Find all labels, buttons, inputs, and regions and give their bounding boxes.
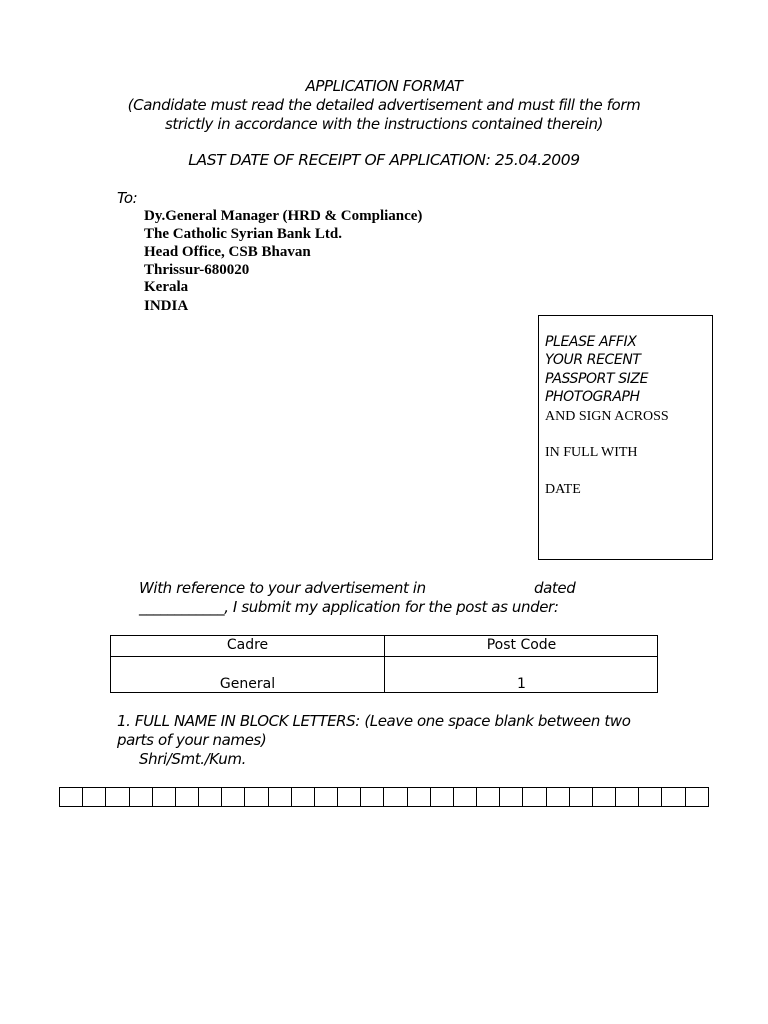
name-letter-box[interactable] xyxy=(408,788,431,806)
question-1-label: 1. FULL NAME IN BLOCK LETTERS: (Leave one space blank between two xyxy=(117,712,631,730)
salutation-label: Shri/Smt./Kum. xyxy=(139,750,246,768)
name-letter-box[interactable] xyxy=(153,788,176,806)
post-code-value: 1 xyxy=(517,676,526,692)
reference-text: With reference to your advertisement in xyxy=(139,579,426,597)
to-label: To: xyxy=(117,189,138,207)
name-letter-box[interactable] xyxy=(593,788,616,806)
name-letter-box[interactable] xyxy=(431,788,454,806)
address-line: INDIA xyxy=(144,298,189,314)
name-letter-box[interactable] xyxy=(547,788,570,806)
column-header-cadre: Cadre xyxy=(226,637,269,653)
name-letter-box[interactable] xyxy=(83,788,106,806)
form-title: APPLICATION FORMAT xyxy=(305,77,463,95)
address-line: The Catholic Syrian Bank Ltd. xyxy=(144,226,342,242)
name-letter-box[interactable] xyxy=(639,788,662,806)
name-letter-box[interactable] xyxy=(130,788,153,806)
name-letter-box[interactable] xyxy=(616,788,639,806)
photo-instruction: PLEASE AFFIX xyxy=(545,334,637,350)
reference-text-line-2: ____________, I submit my application for the post as under: xyxy=(139,598,559,616)
name-letter-box[interactable] xyxy=(361,788,384,806)
name-letter-box[interactable] xyxy=(199,788,222,806)
instructions-line-2: strictly in accordance with the instructions contained therein) xyxy=(164,115,604,133)
photo-instruction: AND SIGN ACROSS xyxy=(545,409,669,424)
photo-instruction: IN FULL WITH xyxy=(545,445,638,460)
instructions-line-1: (Candidate must read the detailed advertisement and must fill the form xyxy=(127,96,641,114)
name-block-letter-boxes xyxy=(59,787,709,807)
name-letter-box[interactable] xyxy=(686,788,708,806)
cadre-value: General xyxy=(219,676,276,692)
name-letter-box[interactable] xyxy=(245,788,268,806)
name-letter-box[interactable] xyxy=(338,788,361,806)
name-letter-box[interactable] xyxy=(176,788,199,806)
name-letter-box[interactable] xyxy=(662,788,685,806)
name-letter-box[interactable] xyxy=(315,788,338,806)
name-letter-box[interactable] xyxy=(106,788,129,806)
last-date-notice: LAST DATE OF RECEIPT OF APPLICATION: 25.04.2009 xyxy=(188,151,580,169)
post-table xyxy=(110,635,658,693)
name-letter-box[interactable] xyxy=(500,788,523,806)
question-1-label-line-2: parts of your names) xyxy=(117,731,267,749)
reference-dated-label: dated xyxy=(534,579,576,597)
column-header-post-code: Post Code xyxy=(486,637,557,653)
name-letter-box[interactable] xyxy=(523,788,546,806)
address-line: Thrissur-680020 xyxy=(144,262,250,278)
address-line: Head Office, CSB Bhavan xyxy=(144,244,311,260)
name-letter-box[interactable] xyxy=(384,788,407,806)
photo-instruction: PHOTOGRAPH xyxy=(545,389,640,405)
photo-instruction: DATE xyxy=(545,482,581,497)
name-letter-box[interactable] xyxy=(454,788,477,806)
name-letter-box[interactable] xyxy=(60,788,83,806)
photo-instruction: PASSPORT SIZE xyxy=(545,371,649,387)
name-letter-box[interactable] xyxy=(570,788,593,806)
photo-instruction: YOUR RECENT xyxy=(545,352,641,368)
name-letter-box[interactable] xyxy=(292,788,315,806)
address-line: Dy.General Manager (HRD & Compliance) xyxy=(144,208,423,224)
name-letter-box[interactable] xyxy=(222,788,245,806)
address-line: Kerala xyxy=(144,279,189,295)
name-letter-box[interactable] xyxy=(477,788,500,806)
name-letter-box[interactable] xyxy=(269,788,292,806)
